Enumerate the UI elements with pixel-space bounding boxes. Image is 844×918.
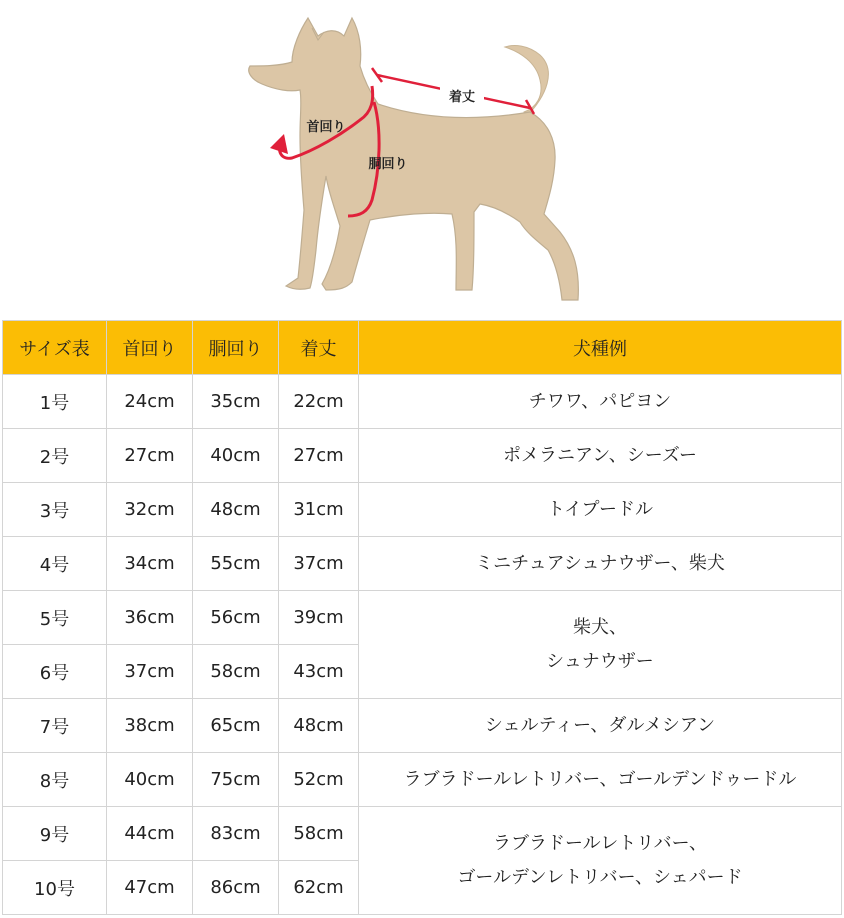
cell-length: 43cm <box>279 645 359 699</box>
cell-length: 22cm <box>279 375 359 429</box>
dog-measurement-diagram <box>0 0 844 318</box>
cell-breed: ラブラドールレトリバー、 ゴールデンレトリバー、シェパード <box>359 807 842 915</box>
table-row <box>3 537 842 591</box>
length-label: 着丈 <box>448 90 476 105</box>
cell-neck: 24cm <box>107 375 193 429</box>
cell-breed: ラブラドールレトリバー、ゴールデンドゥードル <box>359 753 842 807</box>
cell-size: 5号 <box>3 591 107 645</box>
cell-chest: 40cm <box>193 429 279 483</box>
cell-size: 8号 <box>3 753 107 807</box>
cell-length: 27cm <box>279 429 359 483</box>
table-row <box>3 591 842 645</box>
header-length: 着丈 <box>279 321 359 375</box>
table-header-row <box>3 321 842 375</box>
cell-neck: 32cm <box>107 483 193 537</box>
cell-breed: トイプードル <box>359 483 842 537</box>
cell-chest: 58cm <box>193 645 279 699</box>
cell-neck: 34cm <box>107 537 193 591</box>
cell-size: 10号 <box>3 861 107 915</box>
cell-chest: 86cm <box>193 861 279 915</box>
cell-chest: 48cm <box>193 483 279 537</box>
neck-arrow-icon <box>270 134 288 154</box>
cell-chest: 56cm <box>193 591 279 645</box>
cell-length: 31cm <box>279 483 359 537</box>
table-row <box>3 807 842 861</box>
table-row <box>3 483 842 537</box>
cell-size: 7号 <box>3 699 107 753</box>
chest-label: 胴回り <box>368 157 408 172</box>
cell-neck: 37cm <box>107 645 193 699</box>
cell-size: 2号 <box>3 429 107 483</box>
cell-length: 52cm <box>279 753 359 807</box>
header-size: サイズ表 <box>3 321 107 375</box>
cell-length: 58cm <box>279 807 359 861</box>
cell-length: 37cm <box>279 537 359 591</box>
table-row <box>3 375 842 429</box>
cell-neck: 38cm <box>107 699 193 753</box>
cell-chest: 55cm <box>193 537 279 591</box>
size-table <box>2 320 842 915</box>
cell-size: 6号 <box>3 645 107 699</box>
cell-size: 4号 <box>3 537 107 591</box>
cell-length: 48cm <box>279 699 359 753</box>
cell-chest: 75cm <box>193 753 279 807</box>
table-row <box>3 699 842 753</box>
table-row <box>3 753 842 807</box>
cell-neck: 40cm <box>107 753 193 807</box>
cell-chest: 35cm <box>193 375 279 429</box>
header-neck: 首回り <box>107 321 193 375</box>
cell-size: 3号 <box>3 483 107 537</box>
cell-size: 9号 <box>3 807 107 861</box>
cell-neck: 27cm <box>107 429 193 483</box>
dog-illustration <box>0 0 844 318</box>
cell-breed: チワワ、パピヨン <box>359 375 842 429</box>
table-row <box>3 429 842 483</box>
cell-chest: 65cm <box>193 699 279 753</box>
cell-breed: 柴犬、 シュナウザー <box>359 591 842 699</box>
cell-breed: ポメラニアン、シーズー <box>359 429 842 483</box>
cell-chest: 83cm <box>193 807 279 861</box>
header-chest: 胴回り <box>193 321 279 375</box>
neck-label: 首回り <box>306 120 346 135</box>
cell-neck: 47cm <box>107 861 193 915</box>
cell-neck: 36cm <box>107 591 193 645</box>
cell-length: 62cm <box>279 861 359 915</box>
cell-breed: シェルティー、ダルメシアン <box>359 699 842 753</box>
cell-breed: ミニチュアシュナウザー、柴犬 <box>359 537 842 591</box>
cell-length: 39cm <box>279 591 359 645</box>
cell-size: 1号 <box>3 375 107 429</box>
cell-neck: 44cm <box>107 807 193 861</box>
header-breed: 犬種例 <box>359 321 842 375</box>
